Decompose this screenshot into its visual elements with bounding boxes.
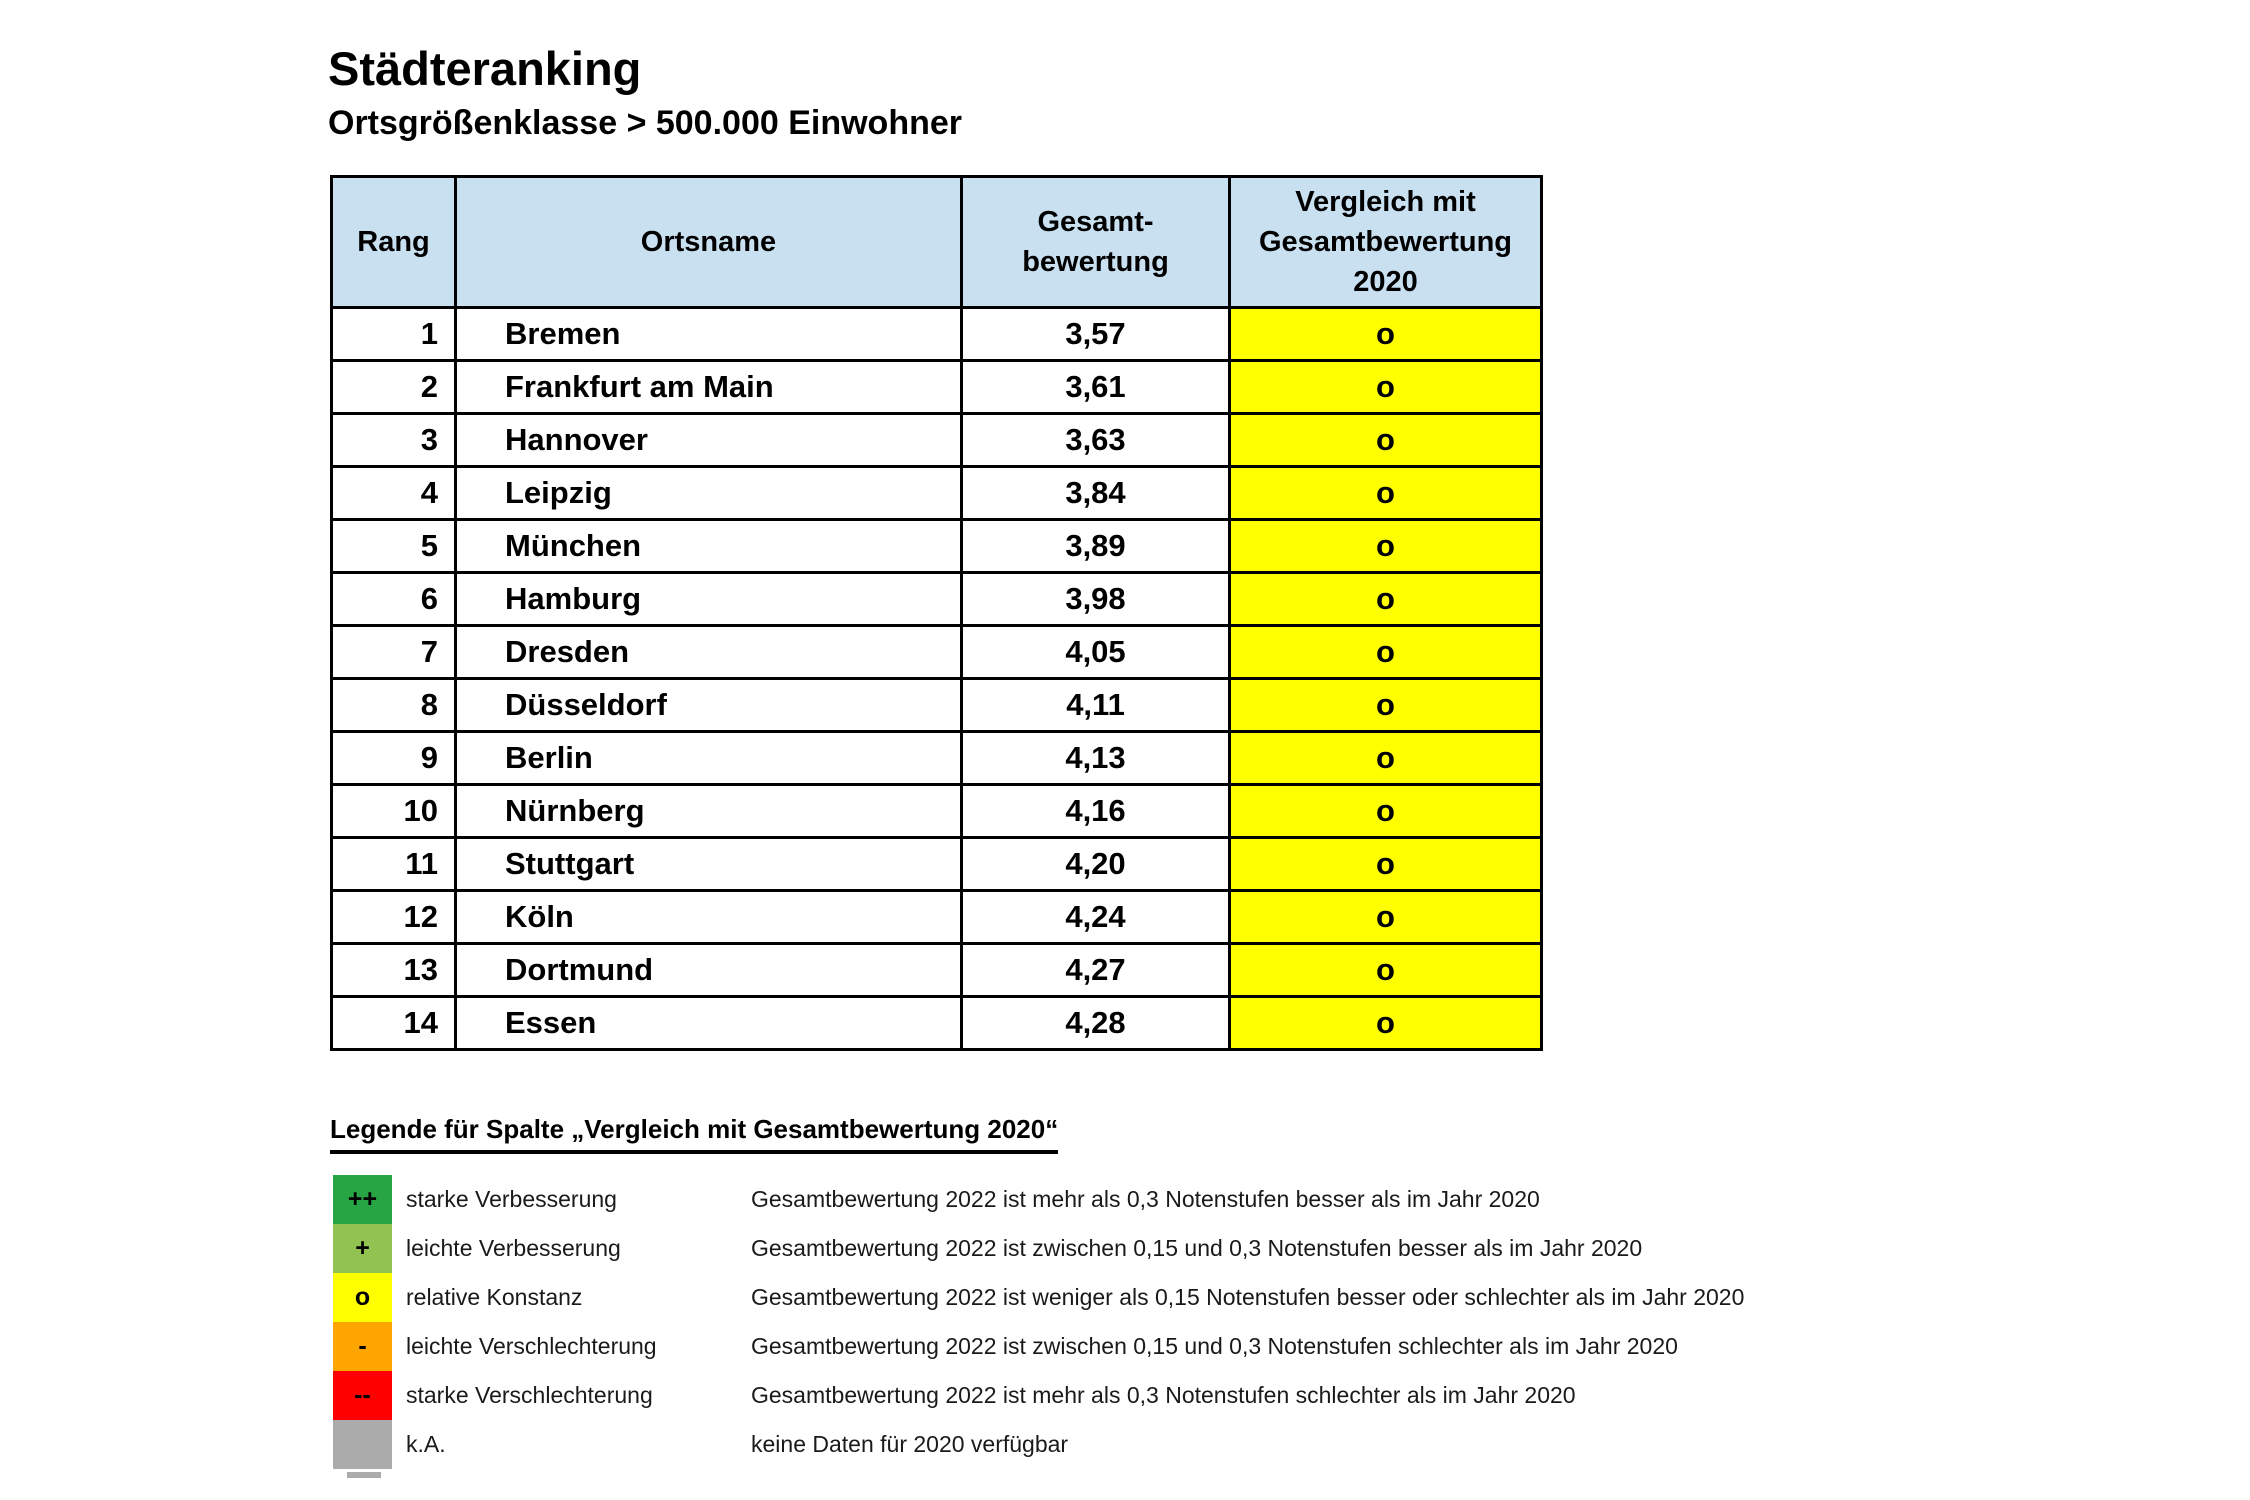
comparison-cell: o [1230, 732, 1542, 785]
legend-color-swatch [333, 1420, 392, 1469]
comparison-cell: o [1230, 785, 1542, 838]
comparison-cell: o [1230, 626, 1542, 679]
legend-color-swatch: o [333, 1273, 392, 1322]
city-cell: Hannover [456, 414, 962, 467]
score-cell: 4,27 [962, 944, 1230, 997]
rank-cell: 6 [332, 573, 456, 626]
rank-cell: 7 [332, 626, 456, 679]
score-cell: 4,05 [962, 626, 1230, 679]
comparison-cell: o [1230, 944, 1542, 997]
city-cell: Stuttgart [456, 838, 962, 891]
table-row [332, 467, 1542, 520]
legend-item-description: Gesamtbewertung 2022 ist zwischen 0,15 und 0,3 Notenstufen besser als im Jahr 2020 [751, 1235, 1643, 1261]
table-row [332, 414, 1542, 467]
page-title: Städteranking [328, 42, 642, 96]
comparison-cell: o [1230, 891, 1542, 944]
legend-item-description: keine Daten für 2020 verfügbar [751, 1431, 1069, 1457]
city-cell: Köln [456, 891, 962, 944]
rank-cell: 5 [332, 520, 456, 573]
rank-cell: 8 [332, 679, 456, 732]
score-cell: 3,61 [962, 361, 1230, 414]
rank-cell: 14 [332, 997, 456, 1050]
score-cell: 3,57 [962, 308, 1230, 361]
comparison-cell: o [1230, 308, 1542, 361]
city-cell: Leipzig [456, 467, 962, 520]
legend-item-label: starke Verbesserung [406, 1186, 617, 1212]
legend-item-label: k.A. [406, 1431, 446, 1457]
header-score-line1: Gesamt- [1037, 206, 1154, 238]
score-cell: 4,20 [962, 838, 1230, 891]
ranking-table-body [332, 308, 1542, 1050]
legend-list [333, 1175, 1744, 1469]
table-row [332, 361, 1542, 414]
table-row [332, 732, 1542, 785]
rank-cell: 11 [332, 838, 456, 891]
header-score-line2: bewertung [1022, 246, 1169, 278]
score-cell: 3,98 [962, 573, 1230, 626]
header-rank [332, 177, 456, 308]
city-cell: Düsseldorf [456, 679, 962, 732]
legend-color-swatch: -- [333, 1371, 392, 1420]
legend-item [333, 1224, 1744, 1273]
legend-item-label: relative Konstanz [406, 1284, 583, 1310]
city-cell: Berlin [456, 732, 962, 785]
header-rank-label: Rang [357, 226, 430, 258]
rank-cell: 9 [332, 732, 456, 785]
legend-item [333, 1371, 1744, 1420]
legend-item [333, 1322, 1744, 1371]
comparison-cell: o [1230, 520, 1542, 573]
legend-color-swatch: ++ [333, 1175, 392, 1224]
city-cell: Dresden [456, 626, 962, 679]
comparison-cell: o [1230, 573, 1542, 626]
rank-cell: 4 [332, 467, 456, 520]
score-cell: 3,89 [962, 520, 1230, 573]
rank-cell: 3 [332, 414, 456, 467]
comparison-cell: o [1230, 414, 1542, 467]
table-row [332, 308, 1542, 361]
table-row [332, 997, 1542, 1050]
comparison-cell: o [1230, 997, 1542, 1050]
city-cell: Hamburg [456, 573, 962, 626]
score-cell: 4,24 [962, 891, 1230, 944]
score-cell: 3,63 [962, 414, 1230, 467]
rank-cell: 10 [332, 785, 456, 838]
legend-color-swatch: - [333, 1322, 392, 1371]
page-subtitle: Ortsgrößenklasse > 500.000 Einwohner [328, 104, 962, 143]
table-row [332, 573, 1542, 626]
table-row [332, 944, 1542, 997]
legend-color-swatch: + [333, 1224, 392, 1273]
rank-cell: 2 [332, 361, 456, 414]
table-row [332, 520, 1542, 573]
table-row [332, 891, 1542, 944]
score-cell: 4,13 [962, 732, 1230, 785]
comparison-cell: o [1230, 361, 1542, 414]
legend-item [333, 1420, 1744, 1469]
legend-item-description: Gesamtbewertung 2022 ist zwischen 0,15 und 0,3 Notenstufen schlechter als im Jahr 2020 [751, 1333, 1678, 1359]
city-cell: Dortmund [456, 944, 962, 997]
legend-item-description: Gesamtbewertung 2022 ist mehr als 0,3 Notenstufen besser als im Jahr 2020 [751, 1186, 1540, 1212]
ranking-table-header [332, 177, 1542, 308]
comparison-cell: o [1230, 679, 1542, 732]
legend-title: Legende für Spalte „Vergleich mit Gesamtbewertung 2020“ [330, 1114, 1058, 1154]
legend-item [333, 1175, 1744, 1224]
rank-cell: 13 [332, 944, 456, 997]
score-cell: 4,16 [962, 785, 1230, 838]
table-row [332, 626, 1542, 679]
city-ranking-table [330, 175, 1543, 1051]
legend-item [333, 1273, 1744, 1322]
city-cell: München [456, 520, 962, 573]
legend-item-description: Gesamtbewertung 2022 ist mehr als 0,3 Notenstufen schlechter als im Jahr 2020 [751, 1382, 1576, 1408]
city-cell: Frankfurt am Main [456, 361, 962, 414]
legend-item-label: leichte Verschlechterung [406, 1333, 657, 1359]
city-cell: Essen [456, 997, 962, 1050]
city-cell: Bremen [456, 308, 962, 361]
score-cell: 4,11 [962, 679, 1230, 732]
header-city-label: Ortsname [640, 226, 777, 258]
city-cell: Nürnberg [456, 785, 962, 838]
table-row [332, 785, 1542, 838]
rank-cell: 1 [332, 308, 456, 361]
header-score [962, 177, 1230, 308]
score-cell: 4,28 [962, 997, 1230, 1050]
comparison-cell: o [1230, 467, 1542, 520]
legend-item-label: leichte Verbesserung [406, 1235, 621, 1261]
header-comparison [1230, 177, 1542, 308]
score-cell: 3,84 [962, 467, 1230, 520]
legend-strip-end-tab [347, 1472, 381, 1478]
legend-item-description: Gesamtbewertung 2022 ist weniger als 0,15 Notenstufen besser oder schlechter als im Jahr 2020 [751, 1284, 1745, 1310]
table-row [332, 838, 1542, 891]
header-city [456, 177, 962, 308]
legend-item-label: starke Verschlechterung [406, 1382, 653, 1408]
table-row [332, 679, 1542, 732]
rank-cell: 12 [332, 891, 456, 944]
comparison-cell: o [1230, 838, 1542, 891]
header-comparison-label: Vergleich mit Gesamtbewertung 2020 [1259, 186, 1512, 298]
